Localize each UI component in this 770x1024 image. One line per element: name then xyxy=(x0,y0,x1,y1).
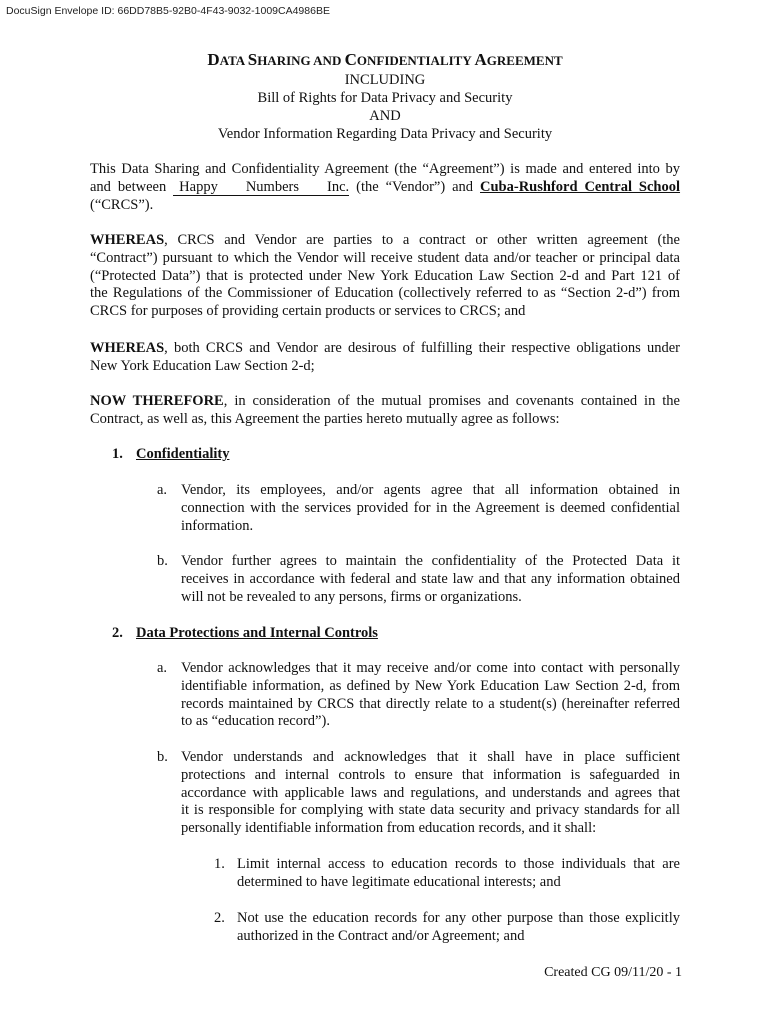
item-marker: a. xyxy=(157,482,168,498)
title-rest-2: HARING AND xyxy=(257,53,345,68)
whereas2-line-1-text: , both CRCS and Vendor are desirous of fulfilling their respective obligations under xyxy=(164,340,680,356)
section-1-label: Confidentiality xyxy=(136,446,230,462)
intro-line-1: This Data Sharing and Confidentiality Agreement (the “Agreement”) is made and entered into by xyxy=(90,161,680,177)
subitem-marker: 1. xyxy=(214,856,225,872)
item-line: Vendor further agrees to maintain the confidentiality of the Protected Data it xyxy=(181,553,680,569)
item-line: it is responsible for complying with state data security and privacy standards for all xyxy=(181,802,680,819)
subitem-line: Not use the education records for any other purpose than those explicitly xyxy=(237,910,680,926)
item-line: Vendor understands and acknowledges that it shall have in place sufficient xyxy=(181,749,680,765)
item-line: information. xyxy=(181,517,254,534)
whereas1-line-4: the Regulations of the Commissioner of Education (collectively referred to as “Section 2-d”) from xyxy=(90,285,680,302)
whereas-paragraph-1 xyxy=(90,232,680,321)
whereas2-bold: WHEREAS xyxy=(90,340,165,356)
subtitle-bill-of-rights: Bill of Rights for Data Privacy and Security xyxy=(257,90,513,106)
intro-and-between: and between xyxy=(90,178,167,195)
title-rest-3: ONFIDENTIALITY xyxy=(356,53,475,68)
subitem-line: Limit internal access to education records to those individuals that are xyxy=(237,856,680,872)
item-line: Vendor acknowledges that it may receive and/or come into contact with personally xyxy=(181,660,680,676)
whereas1-line-1-text: , CRCS and Vendor are parties to a contract or other written agreement (the xyxy=(164,232,680,248)
item-line: protections and internal controls to ensure that information is safeguarded in xyxy=(181,766,680,783)
intro-line-2 xyxy=(90,179,680,197)
subtitle-vendor-info: Vendor Information Regarding Data Privacy and Security xyxy=(217,126,553,142)
now-therefore-line-2: Contract, as well as, this Agreement the parties hereto mutually agree as follows: xyxy=(90,410,560,427)
section-1-number: 1. xyxy=(112,446,123,462)
subitem-marker: 2. xyxy=(214,910,225,926)
now-therefore-bold: NOW THEREFORE xyxy=(90,393,224,409)
item-marker: b. xyxy=(157,749,168,765)
docusign-envelope-id: DocuSign Envelope ID: 66DD78B5-92B0-4F43-9032-1009CA4986BE xyxy=(6,5,330,17)
item-line: receives in accordance with federal and state law and that any information obtained xyxy=(181,570,680,587)
section-1-item-b xyxy=(157,553,680,606)
now-therefore-paragraph xyxy=(90,393,680,429)
section-2-item-a xyxy=(157,660,680,731)
subtitle-including: INCLUDING xyxy=(344,72,426,88)
section-2-number: 2. xyxy=(112,625,123,641)
item-line: Vendor, its employees, and/or agents agree that all information obtained in xyxy=(181,482,680,498)
item-line: will not be revealed to any persons, firms or organizations. xyxy=(181,588,522,605)
section-2-subitem-1 xyxy=(214,856,680,892)
section-2-heading xyxy=(112,625,378,642)
whereas2-line-2: New York Education Law Section 2-d; xyxy=(90,357,315,374)
section-2-subitem-2 xyxy=(214,910,680,946)
item-line: records maintained by CRCS that directly relate to a student(s) (hereinafter referred xyxy=(181,695,680,712)
now-therefore-line-1-text: , in consideration of the mutual promises and covenants contained in the xyxy=(223,393,680,409)
item-marker: a. xyxy=(157,660,168,676)
whereas1-bold: WHEREAS xyxy=(90,232,165,248)
whereas1-line-5: CRCS for purposes of providing certain products or services to CRCS; and xyxy=(90,303,526,320)
whereas1-line-3: (“Protected Data”) that is protected under New York Education Law Section 2-d and Part 121 of xyxy=(90,267,680,284)
title-cap-4: A xyxy=(474,50,487,69)
document-title xyxy=(0,50,770,71)
school-name: Cuba-Rushford Central School xyxy=(480,178,681,195)
now-therefore-line-1 xyxy=(90,393,680,411)
title-cap-2: S xyxy=(247,50,258,69)
item-line: identifiable information, as defined by New York Education Law Section 2-d, from xyxy=(181,677,680,694)
item-line: accordance with applicable laws and regulations, and understands and agrees that xyxy=(181,784,680,801)
subitem-line: authorized in the Contract and/or Agreement; and xyxy=(237,927,525,944)
subtitle-and: AND xyxy=(369,108,401,124)
page-footer: Created CG 09/11/20 - 1 xyxy=(544,965,682,980)
intro-paragraph xyxy=(90,161,680,214)
vendor-name-field: Happy Numbers Inc. xyxy=(173,180,349,196)
title-rest-1: ATA xyxy=(219,53,248,68)
section-2-label: Data Protections and Internal Controls xyxy=(136,625,378,641)
whereas1-line-1 xyxy=(90,232,680,250)
section-1-item-a xyxy=(157,482,680,535)
section-2-item-b xyxy=(157,749,680,838)
title-cap-3: C xyxy=(344,50,357,69)
title-rest-4: GREEMENT xyxy=(486,53,563,68)
title-cap-1: D xyxy=(207,50,220,69)
section-1-heading xyxy=(112,446,229,463)
intro-the-vendor: (the “Vendor”) and xyxy=(356,178,474,195)
whereas-paragraph-2 xyxy=(90,340,680,376)
subitem-line: determined to have legitimate educational interests; and xyxy=(237,873,561,890)
whereas1-line-2: “Contract”) pursuant to which the Vendor will receive student data and/or teacher or principal data xyxy=(90,249,680,266)
item-line: connection with the services provided for in the Agreement is deemed confidential xyxy=(181,499,680,516)
item-line: personally identifiable information from education records, and it shall: xyxy=(181,820,597,837)
item-line: to as “education record”). xyxy=(181,713,330,730)
intro-line-3: (“CRCS”). xyxy=(90,196,154,213)
item-marker: b. xyxy=(157,553,168,569)
whereas2-line-1 xyxy=(90,340,680,358)
